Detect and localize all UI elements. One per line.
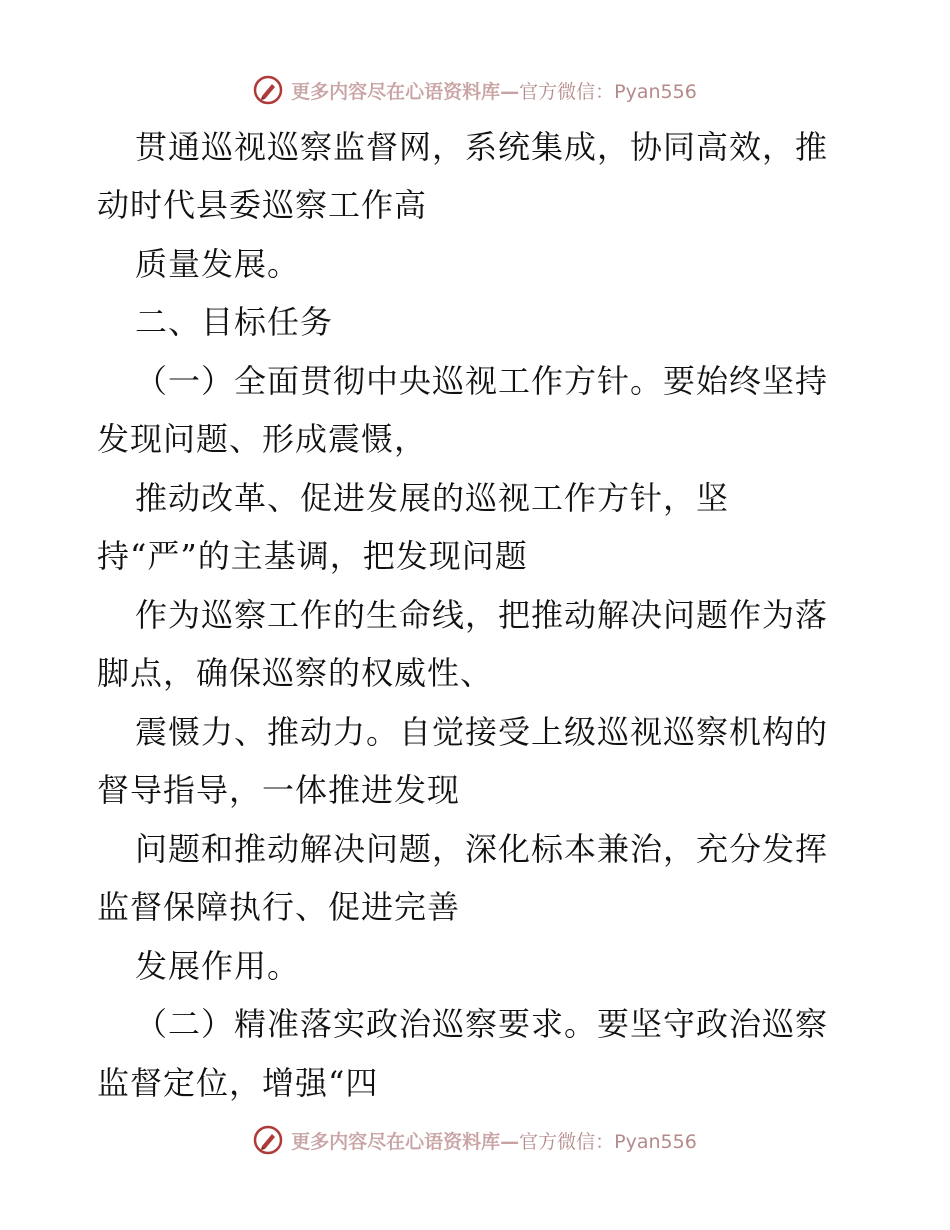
pen-logo-icon xyxy=(253,75,283,105)
body-line-6: 发现问题、形成震慑， xyxy=(97,420,428,458)
body-line-14: 监督保障执行、促进完善 xyxy=(97,888,461,926)
footer-watermark-banner xyxy=(0,1120,950,1160)
body-line-8: 持“严”的主基调，把发现问题 xyxy=(97,537,528,575)
body-line-3: 质量发展。 xyxy=(135,245,301,283)
body-line-1: 贯通巡视巡察监督网，系统集成，协同高效，推 xyxy=(135,128,829,166)
body-line-10: 脚点，确保巡察的权威性、 xyxy=(97,654,494,692)
body-line-2: 动时代县委巡察工作高 xyxy=(97,186,428,224)
header-watermark-separator: — xyxy=(500,80,520,103)
footer-watermark-contact: 官方微信：Pyan556 xyxy=(519,1130,697,1153)
pen-logo-icon xyxy=(253,1125,283,1155)
body-line-16: （二）精准落实政治巡察要求。要坚守政治巡察 xyxy=(135,1005,829,1043)
body-line-12: 督导指导，一体推进发现 xyxy=(97,771,461,809)
footer-watermark-separator: — xyxy=(500,1130,520,1153)
body-line-17: 监督定位，增强“四 xyxy=(97,1064,379,1102)
footer-watermark-main: 更多内容尽在心语资料库 xyxy=(291,1130,501,1153)
header-watermark-main: 更多内容尽在心语资料库 xyxy=(291,80,501,103)
body-line-7: 推动改革、促进发展的巡视工作方针，坚 xyxy=(135,479,730,517)
body-line-4: 二、目标任务 xyxy=(135,303,334,341)
body-line-13: 问题和推动解决问题，深化标本兼治，充分发挥 xyxy=(135,830,829,868)
footer-watermark-text xyxy=(291,1127,697,1154)
body-line-11: 震慑力、推动力。自觉接受上级巡视巡察机构的 xyxy=(135,713,829,751)
body-line-5: （一）全面贯彻中央巡视工作方针。要始终坚持 xyxy=(135,362,829,400)
body-line-15: 发展作用。 xyxy=(135,947,301,985)
body-line-9: 作为巡察工作的生命线，把推动解决问题作为落 xyxy=(135,596,829,634)
header-watermark-contact: 官方微信：Pyan556 xyxy=(519,80,697,103)
header-watermark-text xyxy=(291,77,697,104)
header-watermark-banner xyxy=(0,70,950,110)
